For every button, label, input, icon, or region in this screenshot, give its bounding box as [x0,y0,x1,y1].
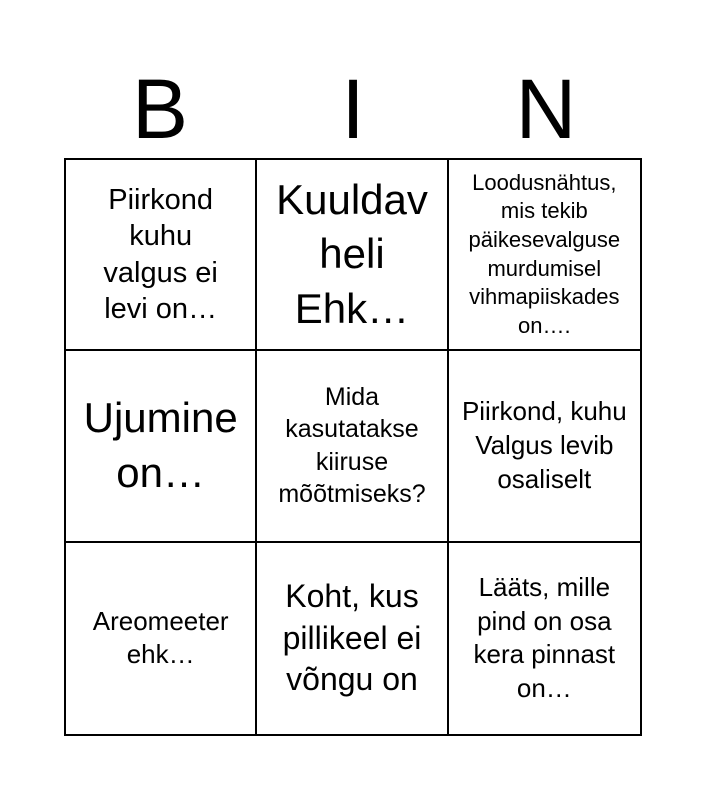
header-letter-n: N [515,62,577,156]
bingo-cell-text: Mida kasutatakse kiiruse mõõtmiseks? [278,382,426,509]
bingo-cell-1-2[interactable] [257,160,448,351]
header-letter-i: I [341,62,365,156]
bingo-cell-3-2[interactable] [257,543,448,734]
bingo-cell-text: Piirkond kuhu valgus ei levi on… [103,184,218,325]
header-letter-b: B [131,62,189,156]
bingo-cell-text: Koht, kus pillikeel ei võngu on [282,577,422,698]
bingo-cell-3-1[interactable] [66,543,257,734]
bingo-cell-text: Piirkond, kuhu Valgus levib osaliselt [461,396,627,494]
bingo-grid [64,158,642,736]
bingo-cell-text: Loodusnähtus, mis tekib päikesevalguse murdumisel vihmapiiskades on…. [468,169,621,338]
bingo-cell-2-2[interactable] [257,351,448,542]
bingo-cell-2-1[interactable] [66,351,257,542]
bingo-cell-text: Areomeeter ehk… [92,605,229,670]
bingo-cell-1-1[interactable] [66,160,257,351]
bingo-cell-text: Kuuldav heli Ehk… [276,175,428,332]
bingo-cell-1-3[interactable] [449,160,640,351]
bingo-cell-3-3[interactable] [449,543,640,734]
bingo-cell-text: Ujumine on… [83,394,238,496]
bingo-cell-text: Lääts, mille pind on osa kera pinnast on… [473,571,616,704]
bingo-header [64,60,642,158]
bingo-cell-2-3[interactable] [449,351,640,542]
